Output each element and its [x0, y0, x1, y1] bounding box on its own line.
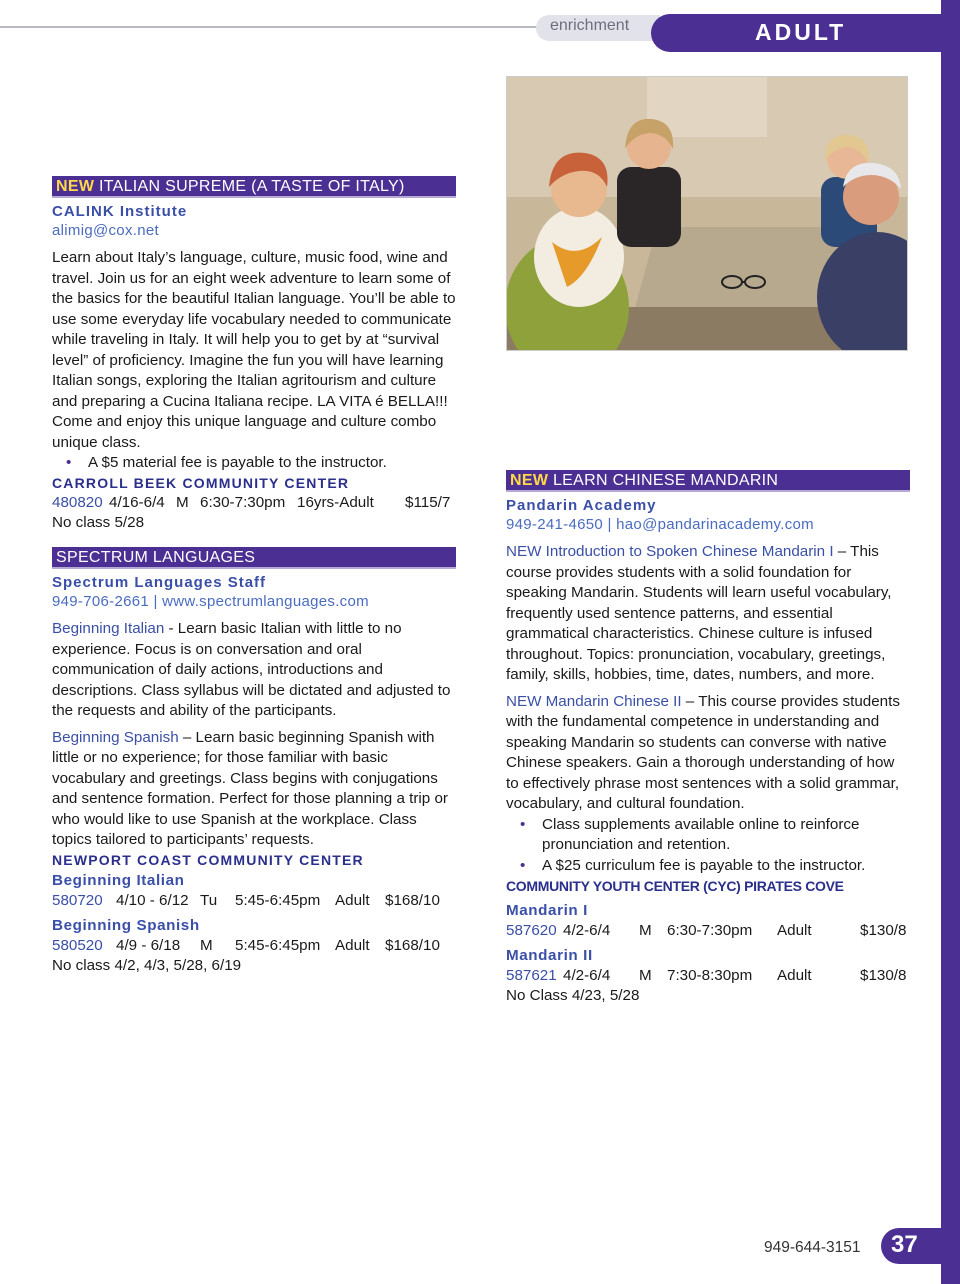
class-code[interactable]: 580720 [52, 891, 103, 909]
new-tag: NEW [56, 178, 95, 195]
enrichment-label: enrichment [550, 17, 630, 34]
right-column [506, 470, 910, 1007]
material-fee-bullet: • A $5 material fee is payable to the instructor. [52, 453, 456, 474]
curriculum-fee-bullet: • A $25 curriculum fee is payable to the instructor. [506, 856, 910, 877]
mandarin-ii-paragraph [506, 692, 910, 815]
class-fee: $115/7 [405, 493, 451, 511]
beginning-italian-schedule [52, 891, 456, 911]
beginning-spanish-desc: – Learn basic beginning Spanish with little or no experience; for those familiar with basic vocabulary and greetings. Class begins with conjugations and sentence formation. Perfect for those planning a trip or who would like to use Spanish at the workplace. Class topics tailored to participants’ requests. [52, 728, 448, 848]
class-day: M [639, 967, 652, 984]
beginning-spanish-paragraph [52, 728, 456, 851]
italian-supreme-note: No class 5/28 [52, 513, 145, 531]
class-day: M [176, 493, 189, 511]
right-edge-bar [941, 0, 960, 1284]
spectrum-contact[interactable]: 949-706-2661 | www.spectrumlanguages.com [52, 593, 369, 610]
class-code[interactable]: 580520 [52, 936, 103, 954]
mandarin-ii-desc: – This course provides students with the fundamental competence in understanding and speaking Mandarin so students can converse with native Chinese speakers. Gain a thorough understanding of how to effectively phrase most sentences with a solid grammar, vocabulary, and cultural foundation. [506, 692, 900, 812]
class-fee: $130/8 [860, 922, 907, 939]
beginning-spanish-link[interactable]: Beginning Spanish [52, 728, 179, 746]
mandarin-ii-schedule [506, 966, 910, 986]
class-fee: $168/10 [385, 936, 440, 954]
spectrum-org: Spectrum Languages Staff [52, 574, 267, 591]
spectrum-note: No class 4/2, 4/3, 5/28, 6/19 [52, 956, 242, 974]
class-age: Adult [335, 936, 370, 954]
class-day: M [200, 936, 213, 954]
class-name: Mandarin I [506, 902, 588, 919]
cyc-location: COMMUNITY YOUTH CENTER (CYC) PIRATES COVE [506, 878, 844, 894]
italian-supreme-description: Learn about Italy’s language, culture, music food, wine and travel. Join us for an eight week adventure to learn some of the basics for the beautiful Italian language. You’ll be able to use some everyday life vocabulary needed to communicate while traveling in Italy. It will help you to get by at “survival level” of proficiency. Imagine the fun you will have learning Italian songs, exploring the Italian agritourism and culture and preparing a Cucina Italiana recipe. LA VITA é BELLA!!! Come and enjoy this unique language and culture combo unique class. [52, 249, 456, 451]
class-dates: 4/9 - 6/18 [116, 936, 181, 954]
class-age: Adult [777, 922, 812, 939]
beginning-italian-desc: - Learn basic Italian with little to no experience. Focus is on conversation and oral communication of daily actions, introductions and descriptions. Class syllabus will be dictated and adjusted to the requests and ability of the participants. [52, 620, 451, 719]
beginning-italian-paragraph [52, 619, 456, 722]
class-age: Adult [777, 967, 812, 984]
mandarin-bullets [506, 815, 910, 877]
mandarin-ii-link[interactable]: NEW Mandarin Chinese II [506, 692, 682, 710]
class-code[interactable]: 587620 [506, 922, 557, 939]
class-time: 6:30-7:30pm [667, 922, 753, 939]
class-time: 5:45-6:45pm [235, 936, 321, 954]
mandarin-intro-paragraph [506, 542, 910, 686]
class-time: 6:30-7:30pm [200, 493, 286, 511]
beginning-italian-link[interactable]: Beginning Italian [52, 620, 165, 637]
class-fee: $130/8 [860, 967, 907, 984]
class-dates: 4/10 - 6/12 [116, 891, 189, 909]
class-dates: 4/16-6/4 [109, 493, 165, 511]
class-day: M [639, 922, 652, 939]
spectrum-title: SPECTRUM LANGUAGES [56, 549, 256, 566]
class-name: Beginning Spanish [52, 916, 200, 934]
pandarin-contact[interactable]: 949-241-4650 | hao@pandarinacademy.com [506, 516, 814, 533]
supplements-bullet: • Class supplements available online to reinforce pronunciation and retention. [506, 815, 910, 856]
class-dates: 4/2-6/4 [563, 967, 611, 984]
mandarin-i-schedule [506, 921, 910, 941]
newport-coast-location: NEWPORT COAST COMMUNITY CENTER [52, 851, 364, 868]
page-number: 37 [891, 1231, 918, 1258]
class-age: 16yrs-Adult [297, 493, 374, 511]
footer-phone: 949-644-3151 [764, 1239, 861, 1256]
class-dates: 4/2-6/4 [563, 922, 611, 939]
class-time: 5:45-6:45pm [235, 891, 321, 909]
class-time: 7:30-8:30pm [667, 967, 753, 984]
mandarin-intro-desc: – This course provides students with a solid foundation for speaking Mandarin. Students will learn useful vocabulary, frequently used sentence patterns, and essential grammatical characteristics. Chinese culture is infused throughout. Topics: pronunciation, vocabulary, greetings, family, skills, hobbies, time, dates, numbers, and more. [506, 543, 892, 683]
beginning-spanish-schedule [52, 936, 456, 956]
carroll-beek-location: CARROLL BEEK COMMUNITY CENTER [52, 474, 350, 491]
class-name: Mandarin II [506, 947, 593, 964]
pandarin-org: Pandarin Academy [506, 497, 657, 514]
class-age: Adult [335, 891, 370, 909]
class-day: Tu [200, 891, 218, 909]
new-tag: NEW [510, 472, 549, 489]
italian-supreme-title: ITALIAN SUPREME (A TASTE OF ITALY) [98, 178, 405, 195]
italian-supreme-bullets [52, 453, 456, 474]
spectrum-header [52, 547, 456, 569]
class-code[interactable]: 480820 [52, 493, 103, 511]
italian-supreme-schedule [52, 493, 456, 513]
class-fee: $168/10 [385, 891, 440, 909]
mandarin-header [506, 470, 910, 492]
class-name: Beginning Italian [52, 871, 185, 889]
adult-label: ADULT [755, 19, 847, 45]
mandarin-intro-link[interactable]: NEW Introduction to Spoken Chinese Mandarin I [506, 543, 834, 560]
group-photo-image [507, 77, 908, 351]
class-photo [506, 76, 908, 351]
mandarin-title: LEARN CHINESE MANDARIN [552, 472, 779, 489]
left-column [52, 176, 456, 976]
calink-org: CALINK Institute [52, 203, 188, 220]
mandarin-note: No Class 4/23, 5/28 [506, 987, 640, 1004]
italian-supreme-header [52, 176, 456, 198]
class-code[interactable]: 587621 [506, 967, 557, 984]
calink-email[interactable]: alimig@cox.net [52, 222, 159, 239]
